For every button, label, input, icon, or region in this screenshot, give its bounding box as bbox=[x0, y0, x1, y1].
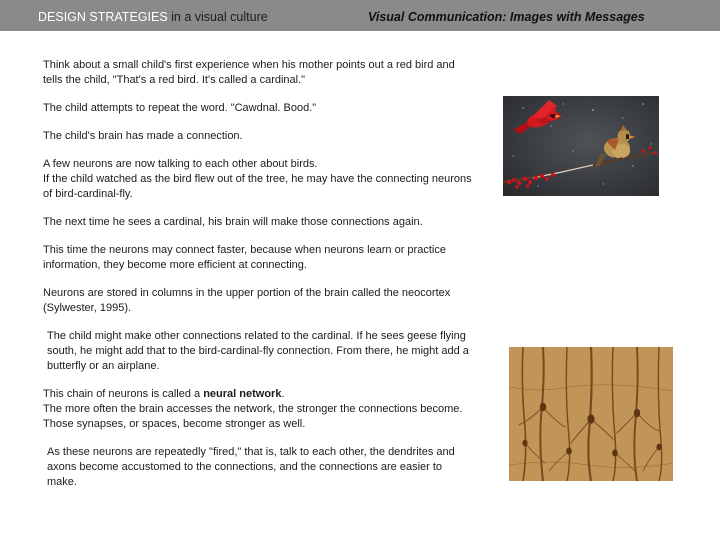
paragraph-7: Neurons are stored in columns in the upper portion of the brain called the neocortex (Sylwester, 1995). bbox=[43, 287, 451, 314]
paragraph-4-line-2: If the child watched as the bird flew out of the tree, he may have the connecting neurons of bird-cardinal-fly. bbox=[43, 173, 472, 200]
neurons-photo bbox=[509, 347, 673, 481]
cardinal-image bbox=[503, 96, 659, 196]
paragraph-5: The next time he sees a cardinal, his brain will make those connections again. bbox=[43, 216, 423, 228]
paragraph-6: This time the neurons may connect faster, because when neurons learn or practice information, they become more efficient at connecting. bbox=[43, 244, 446, 271]
paragraph-4-line-1: A few neurons are now talking to each other about birds. bbox=[43, 158, 318, 170]
cardinal-photo bbox=[503, 96, 659, 196]
paragraph-8: The child might make other connections related to the cardinal. If he sees geese flying south, he might add that to the bird-cardinal-fly connection. From there, he might add a butterfly or an airplane. bbox=[47, 330, 469, 372]
course-title-main: DESIGN STRATEGIES bbox=[38, 10, 168, 24]
paragraph-10: As these neurons are repeatedly "fired," that is, talk to each other, the dendrites and axons become accustomed to the connections, and the connections are easier to make. bbox=[47, 446, 455, 488]
paragraph-3: The child's brain has made a connection. bbox=[43, 130, 243, 142]
paragraph-9 bbox=[43, 387, 473, 432]
course-title bbox=[38, 10, 268, 24]
slide-title: Visual Communication: Images with Messages bbox=[368, 10, 645, 24]
body-text bbox=[43, 58, 473, 490]
paragraph-9-line-2: The more often the brain accesses the network, the stronger the connections become. Those synapses, or spaces, become stronger as well. bbox=[43, 403, 463, 430]
paragraph-9-pre: This chain of neurons is called a bbox=[43, 388, 204, 400]
paragraph-2: The child attempts to repeat the word. "Cawdnal. Bood." bbox=[43, 102, 317, 114]
course-title-rest: in a visual culture bbox=[167, 10, 268, 24]
header-bar bbox=[0, 0, 720, 31]
neurons-image bbox=[509, 347, 673, 481]
paragraph-9-post: . bbox=[281, 388, 285, 400]
paragraph-4 bbox=[43, 157, 473, 202]
paragraph-1: Think about a small child's first experience when his mother points out a red bird and tells the child, "That's a red bird. It's called a cardinal." bbox=[43, 59, 455, 86]
neural-network-term: neural network bbox=[203, 388, 282, 400]
